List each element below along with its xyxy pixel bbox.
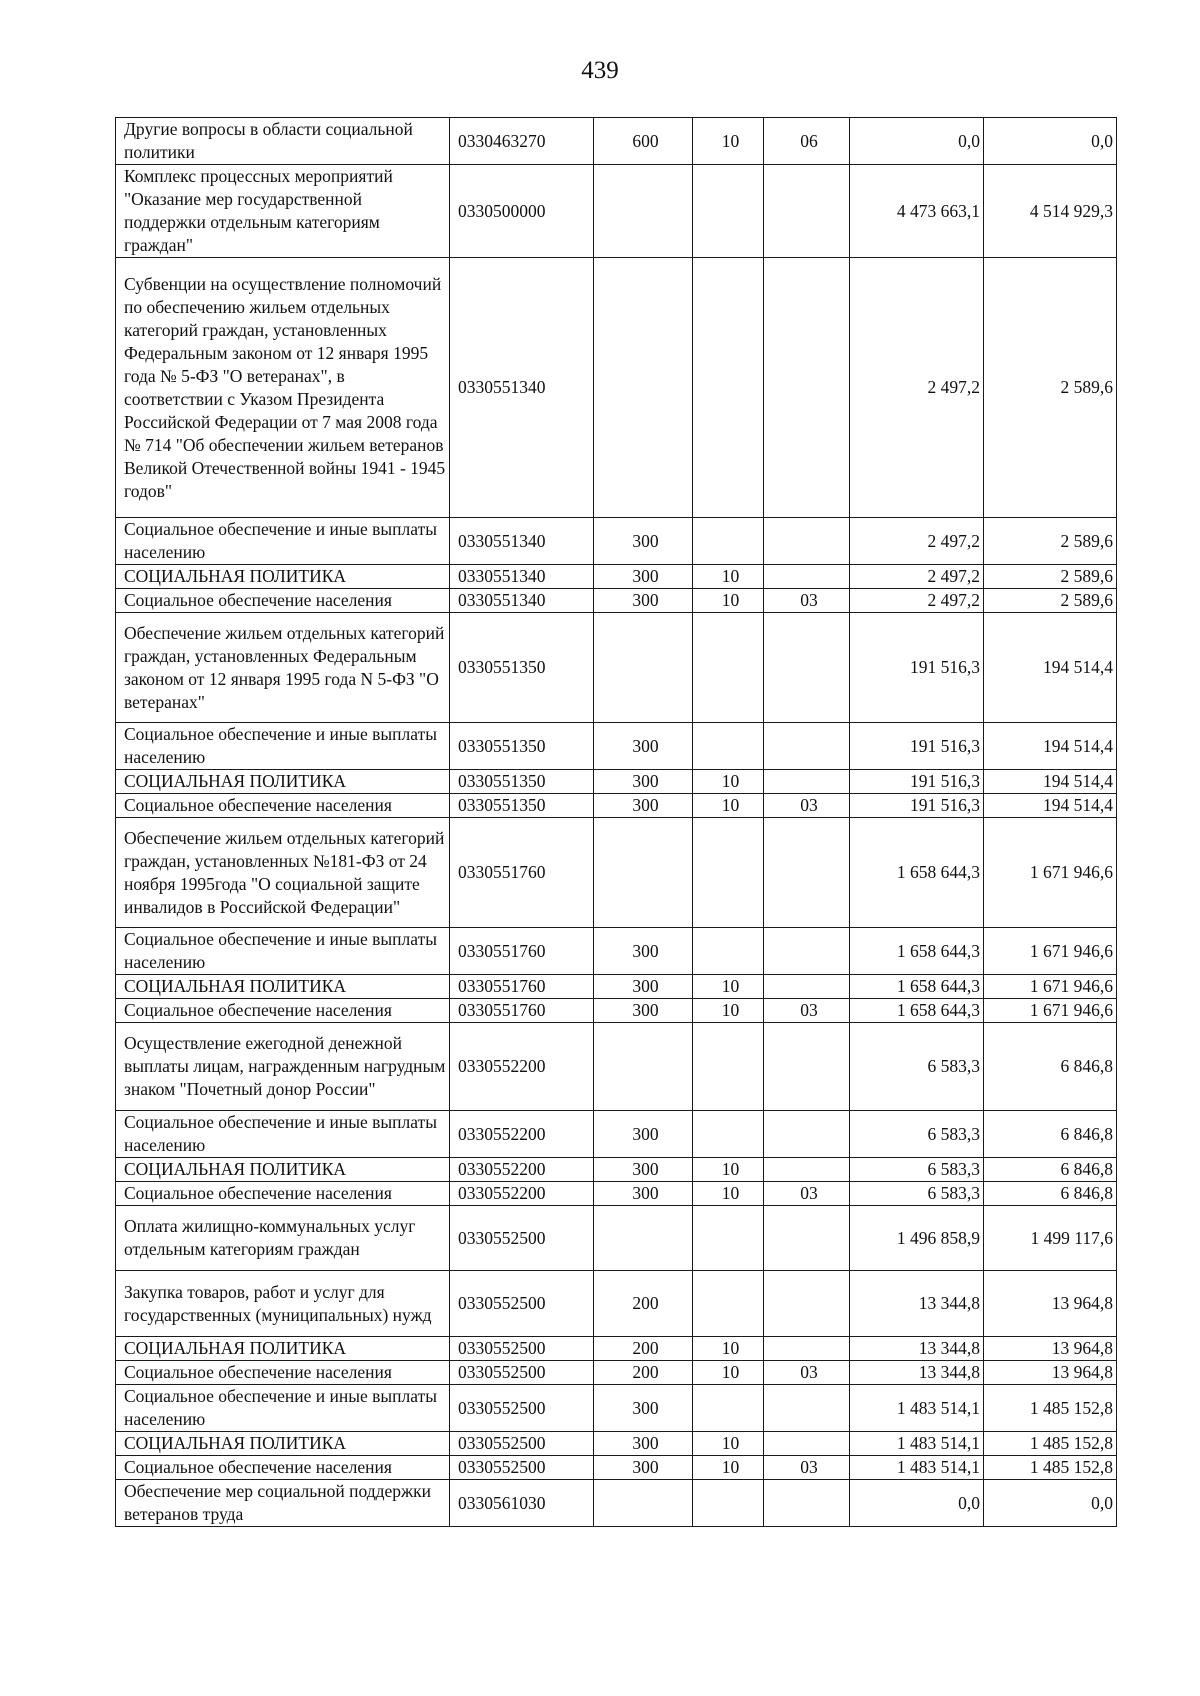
cell-amount-2: 194 514,4 xyxy=(984,770,1117,794)
table-row xyxy=(116,1271,1117,1337)
cell-amount-2: 2 589,6 xyxy=(984,565,1117,589)
cell-amount-2: 13 964,8 xyxy=(984,1337,1117,1361)
cell-code: 0330552200 xyxy=(450,1158,594,1182)
cell-section xyxy=(693,1111,764,1158)
cell-expense-type: 300 xyxy=(594,928,693,975)
cell-subsection xyxy=(764,818,850,928)
cell-subsection xyxy=(764,1023,850,1111)
cell-name: СОЦИАЛЬНАЯ ПОЛИТИКА xyxy=(116,770,450,794)
cell-section: 10 xyxy=(693,1182,764,1206)
cell-code: 0330552500 xyxy=(450,1385,594,1432)
cell-name: Закупка товаров, работ и услуг для государственных (муниципальных) нужд xyxy=(116,1271,450,1337)
cell-expense-type: 200 xyxy=(594,1337,693,1361)
cell-amount-1: 6 583,3 xyxy=(850,1111,984,1158)
cell-name: Социальное обеспечение населения xyxy=(116,794,450,818)
cell-expense-type: 300 xyxy=(594,770,693,794)
cell-section xyxy=(693,1206,764,1271)
cell-subsection: 03 xyxy=(764,1361,850,1385)
cell-amount-1: 191 516,3 xyxy=(850,794,984,818)
cell-expense-type: 300 xyxy=(594,999,693,1023)
table-row xyxy=(116,975,1117,999)
cell-amount-1: 1 658 644,3 xyxy=(850,818,984,928)
cell-code: 0330551760 xyxy=(450,975,594,999)
table-row xyxy=(116,999,1117,1023)
cell-subsection xyxy=(764,1206,850,1271)
table-row xyxy=(116,589,1117,613)
cell-expense-type: 200 xyxy=(594,1271,693,1337)
cell-code: 0330551340 xyxy=(450,589,594,613)
table-row xyxy=(116,1158,1117,1182)
table-row xyxy=(116,818,1117,928)
cell-amount-1: 0,0 xyxy=(850,118,984,165)
cell-code: 0330552500 xyxy=(450,1432,594,1456)
cell-section xyxy=(693,818,764,928)
cell-expense-type xyxy=(594,613,693,723)
cell-name: Социальное обеспечение населения xyxy=(116,1182,450,1206)
cell-amount-2: 2 589,6 xyxy=(984,518,1117,565)
cell-expense-type: 300 xyxy=(594,1111,693,1158)
cell-name: Обеспечение мер социальной поддержки ветеранов труда xyxy=(116,1480,450,1527)
cell-expense-type xyxy=(594,1480,693,1527)
cell-amount-2: 194 514,4 xyxy=(984,794,1117,818)
cell-name: Осуществление ежегодной денежной выплаты лицам, награжденным нагрудным знаком "Почетный донор России" xyxy=(116,1023,450,1111)
cell-subsection xyxy=(764,1337,850,1361)
cell-code: 0330551350 xyxy=(450,794,594,818)
cell-subsection xyxy=(764,165,850,258)
cell-amount-2: 1 671 946,6 xyxy=(984,928,1117,975)
cell-expense-type: 300 xyxy=(594,975,693,999)
cell-section xyxy=(693,258,764,518)
cell-subsection: 06 xyxy=(764,118,850,165)
cell-amount-2: 0,0 xyxy=(984,1480,1117,1527)
cell-amount-2: 4 514 929,3 xyxy=(984,165,1117,258)
cell-code: 0330551350 xyxy=(450,723,594,770)
table-row xyxy=(116,1432,1117,1456)
cell-amount-1: 191 516,3 xyxy=(850,613,984,723)
cell-section: 10 xyxy=(693,975,764,999)
cell-section: 10 xyxy=(693,565,764,589)
cell-name: Субвенции на осуществление полномочий по обеспечению жильем отдельных категорий граждан, установленных Федеральным законом от 12 января 1995 года № 5-ФЗ "О ветеранах", в соответствии с Указом Президента Российской Федерации от 7 мая 2008 года № 714 "Об обеспечении жильем ветеранов Великой Отечественной войны 1941 - 1945 годов" xyxy=(116,258,450,518)
cell-amount-2: 1 671 946,6 xyxy=(984,975,1117,999)
cell-amount-1: 6 583,3 xyxy=(850,1023,984,1111)
cell-expense-type xyxy=(594,165,693,258)
cell-amount-2: 0,0 xyxy=(984,118,1117,165)
cell-amount-2: 1 499 117,6 xyxy=(984,1206,1117,1271)
table-row xyxy=(116,794,1117,818)
table-row xyxy=(116,258,1117,518)
cell-amount-1: 191 516,3 xyxy=(850,723,984,770)
cell-code: 0330552500 xyxy=(450,1456,594,1480)
cell-amount-1: 2 497,2 xyxy=(850,565,984,589)
cell-name: Социальное обеспечение и иные выплаты населению xyxy=(116,1385,450,1432)
cell-section: 10 xyxy=(693,1456,764,1480)
cell-subsection xyxy=(764,1385,850,1432)
cell-expense-type: 300 xyxy=(594,1182,693,1206)
cell-section xyxy=(693,518,764,565)
cell-code: 0330500000 xyxy=(450,165,594,258)
cell-code: 0330551350 xyxy=(450,770,594,794)
cell-amount-1: 1 483 514,1 xyxy=(850,1385,984,1432)
cell-subsection xyxy=(764,1432,850,1456)
cell-expense-type: 300 xyxy=(594,723,693,770)
cell-amount-2: 1 485 152,8 xyxy=(984,1456,1117,1480)
cell-name: Социальное обеспечение населения xyxy=(116,589,450,613)
cell-expense-type: 300 xyxy=(594,1456,693,1480)
cell-expense-type xyxy=(594,258,693,518)
cell-code: 0330551760 xyxy=(450,999,594,1023)
cell-name: СОЦИАЛЬНАЯ ПОЛИТИКА xyxy=(116,1337,450,1361)
cell-subsection xyxy=(764,1480,850,1527)
cell-name: Социальное обеспечение и иные выплаты населению xyxy=(116,723,450,770)
cell-expense-type: 600 xyxy=(594,118,693,165)
cell-section: 10 xyxy=(693,999,764,1023)
cell-code: 0330551340 xyxy=(450,518,594,565)
table-row xyxy=(116,165,1117,258)
cell-amount-1: 13 344,8 xyxy=(850,1271,984,1337)
cell-name: Социальное обеспечение и иные выплаты населению xyxy=(116,518,450,565)
cell-section: 10 xyxy=(693,589,764,613)
cell-amount-1: 1 658 644,3 xyxy=(850,975,984,999)
cell-name: Другие вопросы в области социальной политики xyxy=(116,118,450,165)
cell-name: Социальное обеспечение населения xyxy=(116,999,450,1023)
table-row xyxy=(116,613,1117,723)
cell-section xyxy=(693,723,764,770)
cell-expense-type: 200 xyxy=(594,1361,693,1385)
cell-amount-1: 6 583,3 xyxy=(850,1182,984,1206)
cell-section xyxy=(693,165,764,258)
cell-code: 0330551340 xyxy=(450,258,594,518)
cell-name: Оплата жилищно-коммунальных услуг отдельным категориям граждан xyxy=(116,1206,450,1271)
cell-subsection xyxy=(764,928,850,975)
cell-code: 0330561030 xyxy=(450,1480,594,1527)
cell-code: 0330463270 xyxy=(450,118,594,165)
cell-subsection: 03 xyxy=(764,794,850,818)
cell-amount-1: 2 497,2 xyxy=(850,258,984,518)
cell-amount-1: 1 483 514,1 xyxy=(850,1432,984,1456)
cell-name: Социальное обеспечение и иные выплаты населению xyxy=(116,1111,450,1158)
table-row xyxy=(116,1023,1117,1111)
cell-amount-2: 1 485 152,8 xyxy=(984,1385,1117,1432)
cell-name: Социальное обеспечение населения xyxy=(116,1361,450,1385)
cell-name: Обеспечение жильем отдельных категорий граждан, установленных №181-ФЗ от 24 ноября 1995года "О социальной защите инвалидов в Российской Федерации" xyxy=(116,818,450,928)
cell-name: Социальное обеспечение и иные выплаты населению xyxy=(116,928,450,975)
cell-code: 0330552200 xyxy=(450,1023,594,1111)
table-row xyxy=(116,1480,1117,1527)
cell-name: Социальное обеспечение населения xyxy=(116,1456,450,1480)
cell-code: 0330551760 xyxy=(450,818,594,928)
cell-code: 0330551340 xyxy=(450,565,594,589)
cell-amount-1: 1 496 858,9 xyxy=(850,1206,984,1271)
table-row xyxy=(116,1337,1117,1361)
page-number: 439 xyxy=(581,57,619,84)
cell-name: СОЦИАЛЬНАЯ ПОЛИТИКА xyxy=(116,975,450,999)
cell-expense-type xyxy=(594,818,693,928)
cell-name: Обеспечение жильем отдельных категорий граждан, установленных Федеральным законом от 12 января 1995 года N 5-ФЗ "О ветеранах" xyxy=(116,613,450,723)
table-row xyxy=(116,518,1117,565)
cell-code: 0330552500 xyxy=(450,1271,594,1337)
cell-section xyxy=(693,928,764,975)
cell-amount-1: 2 497,2 xyxy=(850,518,984,565)
cell-code: 0330551350 xyxy=(450,613,594,723)
cell-name: СОЦИАЛЬНАЯ ПОЛИТИКА xyxy=(116,1432,450,1456)
cell-subsection xyxy=(764,565,850,589)
cell-code: 0330552500 xyxy=(450,1337,594,1361)
cell-name: СОЦИАЛЬНАЯ ПОЛИТИКА xyxy=(116,565,450,589)
cell-amount-1: 2 497,2 xyxy=(850,589,984,613)
cell-expense-type xyxy=(594,1206,693,1271)
table-row xyxy=(116,565,1117,589)
table-row xyxy=(116,723,1117,770)
cell-amount-1: 6 583,3 xyxy=(850,1158,984,1182)
cell-section: 10 xyxy=(693,1337,764,1361)
cell-section xyxy=(693,1480,764,1527)
cell-subsection xyxy=(764,1271,850,1337)
budget-table xyxy=(115,117,1117,1527)
cell-amount-2: 6 846,8 xyxy=(984,1158,1117,1182)
cell-section xyxy=(693,1023,764,1111)
cell-amount-2: 13 964,8 xyxy=(984,1271,1117,1337)
cell-section: 10 xyxy=(693,770,764,794)
cell-expense-type: 300 xyxy=(594,589,693,613)
cell-amount-1: 191 516,3 xyxy=(850,770,984,794)
cell-subsection: 03 xyxy=(764,1456,850,1480)
cell-amount-2: 2 589,6 xyxy=(984,589,1117,613)
cell-amount-1: 13 344,8 xyxy=(850,1337,984,1361)
cell-amount-2: 13 964,8 xyxy=(984,1361,1117,1385)
table-row xyxy=(116,1182,1117,1206)
cell-amount-1: 1 658 644,3 xyxy=(850,999,984,1023)
cell-section: 10 xyxy=(693,794,764,818)
cell-amount-1: 13 344,8 xyxy=(850,1361,984,1385)
cell-amount-2: 194 514,4 xyxy=(984,723,1117,770)
cell-amount-1: 1 483 514,1 xyxy=(850,1456,984,1480)
cell-amount-1: 1 658 644,3 xyxy=(850,928,984,975)
table-row xyxy=(116,118,1117,165)
cell-section: 10 xyxy=(693,118,764,165)
cell-name: Комплекс процессных мероприятий "Оказание мер государственной поддержки отдельным категориям граждан" xyxy=(116,165,450,258)
cell-code: 0330552500 xyxy=(450,1361,594,1385)
cell-expense-type: 300 xyxy=(594,1432,693,1456)
cell-expense-type: 300 xyxy=(594,794,693,818)
cell-code: 0330552200 xyxy=(450,1111,594,1158)
cell-amount-2: 1 671 946,6 xyxy=(984,818,1117,928)
table-row xyxy=(116,1456,1117,1480)
cell-amount-1: 4 473 663,1 xyxy=(850,165,984,258)
cell-expense-type: 300 xyxy=(594,518,693,565)
cell-amount-2: 2 589,6 xyxy=(984,258,1117,518)
cell-subsection xyxy=(764,1111,850,1158)
cell-subsection xyxy=(764,613,850,723)
cell-expense-type: 300 xyxy=(594,1158,693,1182)
cell-subsection: 03 xyxy=(764,999,850,1023)
cell-section: 10 xyxy=(693,1432,764,1456)
cell-subsection xyxy=(764,770,850,794)
cell-subsection xyxy=(764,723,850,770)
cell-amount-2: 194 514,4 xyxy=(984,613,1117,723)
cell-code: 0330552500 xyxy=(450,1206,594,1271)
table-row xyxy=(116,1111,1117,1158)
cell-amount-2: 1 485 152,8 xyxy=(984,1432,1117,1456)
cell-name: СОЦИАЛЬНАЯ ПОЛИТИКА xyxy=(116,1158,450,1182)
cell-section xyxy=(693,613,764,723)
cell-subsection: 03 xyxy=(764,1182,850,1206)
cell-amount-1: 0,0 xyxy=(850,1480,984,1527)
cell-subsection: 03 xyxy=(764,589,850,613)
cell-section xyxy=(693,1271,764,1337)
cell-section: 10 xyxy=(693,1361,764,1385)
table-row xyxy=(116,928,1117,975)
cell-subsection xyxy=(764,1158,850,1182)
cell-expense-type xyxy=(594,1023,693,1111)
cell-subsection xyxy=(764,258,850,518)
cell-amount-2: 6 846,8 xyxy=(984,1023,1117,1111)
cell-code: 0330551760 xyxy=(450,928,594,975)
cell-amount-2: 6 846,8 xyxy=(984,1111,1117,1158)
cell-subsection xyxy=(764,975,850,999)
cell-subsection xyxy=(764,518,850,565)
cell-code: 0330552200 xyxy=(450,1182,594,1206)
cell-amount-2: 1 671 946,6 xyxy=(984,999,1117,1023)
table-row xyxy=(116,1361,1117,1385)
table-row xyxy=(116,1206,1117,1271)
cell-section: 10 xyxy=(693,1158,764,1182)
cell-section xyxy=(693,1385,764,1432)
table-row xyxy=(116,1385,1117,1432)
table-body xyxy=(116,118,1117,1527)
cell-expense-type: 300 xyxy=(594,1385,693,1432)
table-row xyxy=(116,770,1117,794)
cell-amount-2: 6 846,8 xyxy=(984,1182,1117,1206)
cell-expense-type: 300 xyxy=(594,565,693,589)
